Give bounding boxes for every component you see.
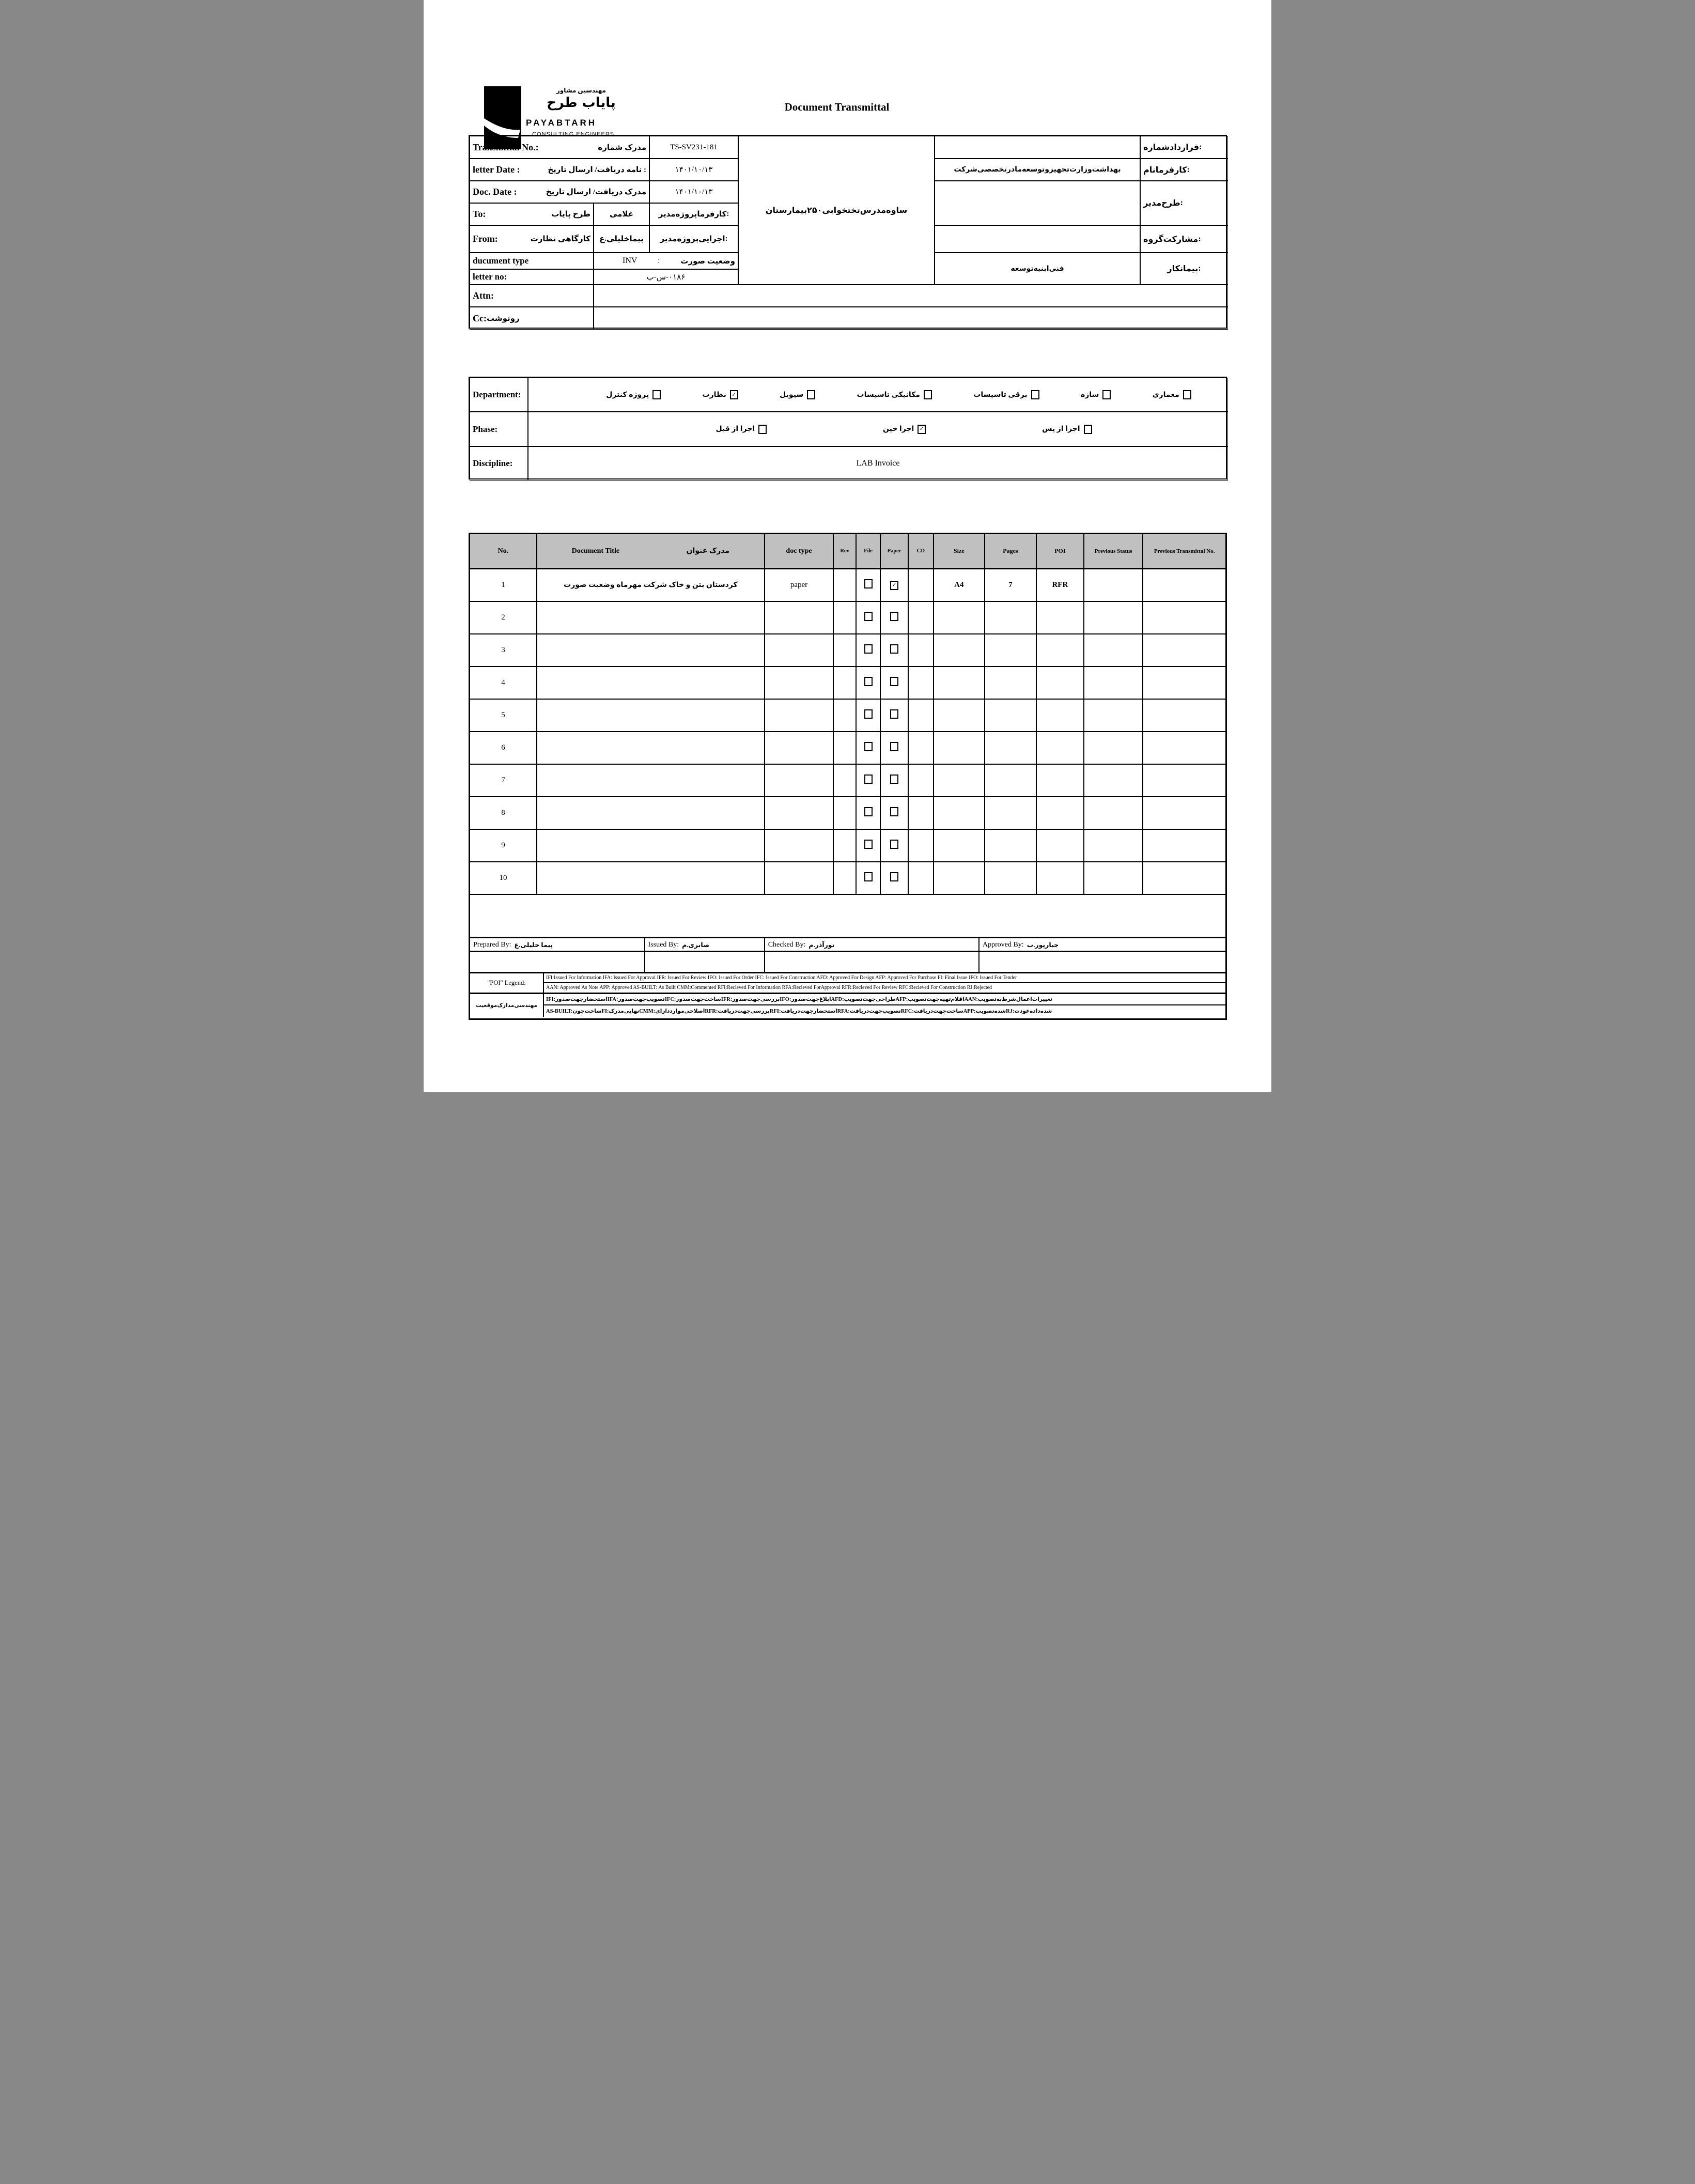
- phase-options: [528, 412, 1228, 446]
- col-header-cd: CD: [908, 534, 933, 569]
- table-row: [470, 829, 1226, 862]
- phase-option: قبل از اجرا: [716, 425, 767, 434]
- ducument-type-value: INV : صورت وضعیت: [594, 253, 738, 269]
- checkbox-after-execution[interactable]: [1084, 425, 1092, 434]
- row-pages: [985, 764, 1036, 797]
- row-doc-type: [765, 699, 833, 732]
- department-option: تاسیسات مکانیکی: [857, 390, 932, 399]
- row-no: 3: [470, 634, 537, 667]
- row-prev-transmittal: [1143, 732, 1226, 764]
- paper-checkbox[interactable]: [890, 807, 898, 816]
- cc-value: [594, 307, 1228, 330]
- project-manager-label: مدیر طرح :: [1140, 181, 1228, 225]
- partnership-group-label: گروه مشارکت :: [1140, 225, 1228, 253]
- row-poi: [1036, 699, 1084, 732]
- row-size: [934, 699, 985, 732]
- row-prev-status: [1084, 699, 1143, 732]
- col-header-file: File: [856, 534, 880, 569]
- row-poi: [1036, 829, 1084, 862]
- logo-en-subtitle: CONSULTING ENGINEERS: [532, 131, 615, 137]
- row-poi: [1036, 732, 1084, 764]
- paper-checkbox[interactable]: [890, 709, 898, 719]
- row-doc-type: [765, 797, 833, 829]
- row-poi: [1036, 601, 1084, 634]
- row-file: [856, 797, 880, 829]
- phase-option: حین اجرا ✓: [883, 425, 926, 434]
- transmittal-no-label: Transmittal No.: شماره مدرک: [470, 136, 649, 159]
- row-rev: [833, 797, 856, 829]
- row-size: [934, 634, 985, 667]
- row-file: [856, 667, 880, 699]
- row-rev: [833, 601, 856, 634]
- row-file: [856, 569, 880, 602]
- row-title: [537, 732, 765, 764]
- fa-legend-label: موقعیت مدارک مهندسی: [470, 994, 544, 1017]
- row-pages: [985, 732, 1036, 764]
- row-prev-transmittal: [1143, 601, 1226, 634]
- row-cd: [908, 797, 933, 829]
- contract-no-value: [935, 136, 1140, 159]
- row-cd: [908, 569, 933, 602]
- row-cd: [908, 862, 933, 894]
- department-options: [528, 378, 1228, 412]
- checkbox-mechanical[interactable]: [924, 390, 932, 399]
- file-checkbox[interactable]: [864, 677, 873, 686]
- project-name: بیمارستان ۲۵۰ تختخوابی مدرس ساوه: [738, 136, 935, 285]
- row-title: [537, 667, 765, 699]
- row-no: 10: [470, 862, 537, 894]
- row-title: [537, 699, 765, 732]
- row-poi: [1036, 667, 1084, 699]
- row-no: 8: [470, 797, 537, 829]
- row-paper: [880, 764, 908, 797]
- row-paper: [880, 862, 908, 894]
- row-cd: [908, 667, 933, 699]
- row-prev-transmittal: [1143, 829, 1226, 862]
- row-doc-type: [765, 732, 833, 764]
- col-header-prev-status: Previous Status: [1084, 534, 1143, 569]
- letter-no-label: letter no:: [470, 269, 594, 285]
- table-row: [470, 667, 1226, 699]
- table-row: [470, 764, 1226, 797]
- table-row: [470, 634, 1226, 667]
- row-prev-status: [1084, 764, 1143, 797]
- row-prev-status: [1084, 862, 1143, 894]
- row-file: [856, 829, 880, 862]
- row-prev-transmittal: [1143, 569, 1226, 602]
- row-poi: [1036, 634, 1084, 667]
- poi-legend-line1: IFI:Issued For Information IFA: Issued For Approval IFR: Issued For Review IFO: Issued For Order IFC: Issued For Construction AFD: Approved For Design AFP: Approved For Purchase FI: Final Issue IFO: Issued For Tender: [544, 973, 1225, 983]
- row-doc-type: [765, 764, 833, 797]
- attn-value: [594, 285, 1228, 307]
- row-title: [537, 764, 765, 797]
- poi-legend: [469, 972, 1227, 994]
- row-pages: [985, 699, 1036, 732]
- contractor-value: توسعه ابنیه فنی: [935, 253, 1140, 285]
- file-checkbox[interactable]: [864, 742, 873, 751]
- signatures-row: [469, 937, 1227, 972]
- table-row: [470, 732, 1226, 764]
- col-header-prev-transmittal: Previous Transmittal No.: [1143, 534, 1226, 569]
- row-paper: [880, 601, 908, 634]
- row-no: 9: [470, 829, 537, 862]
- row-rev: [833, 634, 856, 667]
- logo-fa-tagline: مهندسین مشاور: [556, 87, 607, 94]
- checkbox-memari[interactable]: [1183, 390, 1191, 399]
- department-option: نظارت ✓: [703, 390, 738, 399]
- row-paper: [880, 634, 908, 667]
- paper-checkbox[interactable]: [890, 742, 898, 751]
- table-row: [470, 699, 1226, 732]
- row-prev-transmittal: [1143, 667, 1226, 699]
- to-name: غلامی: [594, 203, 649, 225]
- department-option: معماری: [1153, 390, 1191, 399]
- file-checkbox[interactable]: [864, 872, 873, 881]
- table-row: [470, 569, 1226, 602]
- department-option: سازه: [1081, 390, 1111, 399]
- department-label: Department:: [470, 378, 528, 412]
- department-option: کنترل پروژه: [606, 390, 661, 399]
- letter-date-value: ۱۴۰۱ / ۱۰ / ۱۳: [649, 159, 738, 181]
- row-poi: [1036, 797, 1084, 829]
- document-table: [469, 533, 1227, 952]
- row-pages: [985, 667, 1036, 699]
- logo-en-name: PAYABTARH: [526, 118, 597, 128]
- contractor-label: پیمانکار :: [1140, 253, 1228, 285]
- col-header-pages: Pages: [985, 534, 1036, 569]
- ducument-type-label: ducument type: [470, 253, 594, 269]
- phase-label: Phase:: [470, 412, 528, 446]
- table-row: [470, 862, 1226, 894]
- row-pages: 7: [985, 569, 1036, 602]
- transmittal-no-value: TS-SV231-181: [649, 136, 738, 159]
- contract-no-label: شماره قرارداد :: [1140, 136, 1228, 159]
- row-prev-status: [1084, 732, 1143, 764]
- row-file: [856, 699, 880, 732]
- row-doc-type: [765, 601, 833, 634]
- row-pages: [985, 601, 1036, 634]
- doc-date-value: ۱۴۰۱ / ۱۰ / ۱۳: [649, 181, 738, 203]
- row-size: [934, 862, 985, 894]
- row-doc-type: [765, 829, 833, 862]
- checkbox-project-control[interactable]: [652, 390, 661, 399]
- row-size: A4: [934, 569, 985, 602]
- row-paper: [880, 569, 908, 602]
- row-title: [537, 601, 765, 634]
- row-no: 5: [470, 699, 537, 732]
- row-title: [537, 862, 765, 894]
- file-checkbox[interactable]: [864, 612, 873, 621]
- paper-checkbox[interactable]: [890, 644, 898, 654]
- row-size: [934, 667, 985, 699]
- table-row: [470, 797, 1226, 829]
- doc-date-label: Doc. Date : تاریخ ارسال /دریافت مدرک: [470, 181, 649, 203]
- row-pages: [985, 862, 1036, 894]
- file-checkbox[interactable]: [864, 840, 873, 849]
- department-option: تاسیسات برقی: [973, 390, 1039, 399]
- row-pages: [985, 829, 1036, 862]
- file-checkbox[interactable]: [864, 709, 873, 719]
- row-file: [856, 634, 880, 667]
- row-size: [934, 732, 985, 764]
- row-title: صورت وضعیت مهرماه شرکت خاک و بتن کردستان: [537, 569, 765, 602]
- row-no: 1: [470, 569, 537, 602]
- document-transmittal-page: [424, 0, 1271, 1092]
- row-file: [856, 862, 880, 894]
- row-title: [537, 634, 765, 667]
- table-row: [470, 601, 1226, 634]
- department-phase-table: [469, 377, 1227, 479]
- row-no: 7: [470, 764, 537, 797]
- col-header-no: No.: [470, 534, 537, 569]
- col-header-size: Size: [934, 534, 985, 569]
- row-pages: [985, 797, 1036, 829]
- row-prev-status: [1084, 634, 1143, 667]
- row-prev-status: [1084, 797, 1143, 829]
- paper-checkbox[interactable]: [890, 840, 898, 849]
- row-cd: [908, 829, 933, 862]
- row-paper: [880, 797, 908, 829]
- row-cd: [908, 764, 933, 797]
- checked-by: Checked By: م.نورآذر: [765, 938, 979, 972]
- row-file: [856, 764, 880, 797]
- row-rev: [833, 732, 856, 764]
- row-pages: [985, 634, 1036, 667]
- row-title: [537, 829, 765, 862]
- discipline-label: Discipline:: [470, 446, 528, 481]
- poi-legend-line2: AAN: Approved As Note APP: Approved AS-BUILT: As Built CMM:Commented RFI:Recieved For Information RFA:Recieved ForApproval RFR:Recieved For Review RFC:Recieved For Construction RJ:Rejected: [546, 985, 992, 991]
- row-prev-transmittal: [1143, 634, 1226, 667]
- row-prev-transmittal: [1143, 862, 1226, 894]
- row-cd: [908, 634, 933, 667]
- row-doc-type: [765, 634, 833, 667]
- logo-fa-name: پایاب طرح: [547, 95, 616, 111]
- attn-label: Attn:: [470, 285, 594, 307]
- from-role-label: مدیر پروژه اجرایی :: [649, 225, 738, 253]
- row-prev-status: [1084, 601, 1143, 634]
- row-size: [934, 601, 985, 634]
- cc-label: Cc: رونوشت: [470, 307, 594, 330]
- fa-legend: [469, 994, 1227, 1020]
- letter-no-value: ب - س - ۰۱۸۶: [594, 269, 738, 285]
- checkbox-nezarat[interactable]: ✓: [730, 390, 738, 399]
- row-rev: [833, 699, 856, 732]
- discipline-value: LAB Invoice: [528, 446, 1228, 481]
- row-paper: [880, 667, 908, 699]
- prepared-by: Prepared By: ع.خلیلی پیما: [470, 938, 645, 972]
- checkbox-electrical[interactable]: [1031, 390, 1039, 399]
- row-paper: [880, 699, 908, 732]
- letter-date-label: letter Date : تاریخ ارسال /دریافت نامه :: [470, 159, 649, 181]
- file-checkbox[interactable]: [864, 579, 873, 588]
- row-poi: [1036, 764, 1084, 797]
- row-no: 6: [470, 732, 537, 764]
- checkbox-sazeh[interactable]: [1102, 390, 1111, 399]
- client-name-label: نام کارفرما :: [1140, 159, 1228, 181]
- row-paper: [880, 732, 908, 764]
- row-size: [934, 829, 985, 862]
- row-prev-transmittal: [1143, 699, 1226, 732]
- poi-legend-label: "POI" Legend:: [470, 973, 544, 993]
- col-header-poi: POI: [1036, 534, 1084, 569]
- row-file: [856, 732, 880, 764]
- paper-checkbox[interactable]: ✓: [890, 581, 898, 590]
- row-prev-transmittal: [1143, 797, 1226, 829]
- row-poi: [1036, 862, 1084, 894]
- file-checkbox[interactable]: [864, 807, 873, 816]
- row-no: 2: [470, 601, 537, 634]
- row-rev: [833, 764, 856, 797]
- row-size: [934, 764, 985, 797]
- checkbox-during-execution[interactable]: ✓: [918, 425, 926, 434]
- row-cd: [908, 601, 933, 634]
- row-doc-type: [765, 862, 833, 894]
- fa-legend-line1: IFI: صدور جهت استحضار IFA: صدور جهت تصویب IFC: صدور جهت ساخت IFR: صدور جهت بررسی IFO: صدور جهت ابلاغ AFD: تصویب جهت طراحی AFP: تصویب جهت تهیه اقلام AAN: تصویب به شرط اعمال تغییرات: [544, 994, 1225, 1005]
- page-title: Document Transmittal: [784, 101, 890, 113]
- document-table-header-row: [470, 534, 1226, 569]
- fa-legend-line2: AS-BUILT: چون ساخت FI: مدرک نهایی CMM: دارای موارد اصلاحی RFR: دریافت جهت بررسی RFI: دریافت جهت استحضار RFA: دریافت جهت تصویب RFC: دریافت جهت ساخت APP: تصویب شده RJ: عودت داده شده: [546, 1008, 1052, 1014]
- to-row-label: To: پایاب طرح: [470, 203, 594, 225]
- row-poi: RFR: [1036, 569, 1084, 602]
- col-header-rev: Rev: [833, 534, 856, 569]
- row-prev-transmittal: [1143, 764, 1226, 797]
- row-cd: [908, 732, 933, 764]
- client-name-value: شرکت مادرتخصصی توسعه و تجهیز وزارت بهداشت: [935, 159, 1140, 181]
- checkbox-before-execution[interactable]: [758, 425, 767, 434]
- col-header-doc-type: doc type: [765, 534, 833, 569]
- row-paper: [880, 829, 908, 862]
- phase-option: پس از اجرا: [1042, 425, 1092, 434]
- col-header-paper: Paper: [880, 534, 908, 569]
- to-role-label: مدیر پروژه کارفرما :: [649, 203, 738, 225]
- row-doc-type: [765, 667, 833, 699]
- from-row-label: From: نظارت کارگاهی: [470, 225, 594, 253]
- row-no: 4: [470, 667, 537, 699]
- from-name: ع . خلیلی پیما: [594, 225, 649, 253]
- file-checkbox[interactable]: [864, 775, 873, 784]
- partnership-group-value: [935, 225, 1140, 253]
- department-option: سیویل: [780, 390, 815, 399]
- project-manager-value: [935, 181, 1140, 225]
- row-prev-status: [1084, 667, 1143, 699]
- row-size: [934, 797, 985, 829]
- row-file: [856, 601, 880, 634]
- file-checkbox[interactable]: [864, 644, 873, 654]
- row-doc-type: paper: [765, 569, 833, 602]
- checkbox-civil[interactable]: [807, 390, 815, 399]
- row-rev: [833, 667, 856, 699]
- paper-checkbox[interactable]: [890, 677, 898, 686]
- approved-by: Approved By: ب.جبارپور: [982, 941, 1059, 949]
- row-rev: [833, 569, 856, 602]
- paper-checkbox[interactable]: [890, 775, 898, 784]
- paper-checkbox[interactable]: [890, 612, 898, 621]
- row-prev-status: [1084, 829, 1143, 862]
- row-title: [537, 797, 765, 829]
- col-header-title: Document Title عنوان مدرک: [537, 534, 765, 569]
- paper-checkbox[interactable]: [890, 872, 898, 881]
- row-cd: [908, 699, 933, 732]
- row-rev: [833, 829, 856, 862]
- header-table: [469, 135, 1227, 329]
- issued-by: Issued By: م.صابری: [645, 938, 765, 972]
- row-prev-status: [1084, 569, 1143, 602]
- row-rev: [833, 862, 856, 894]
